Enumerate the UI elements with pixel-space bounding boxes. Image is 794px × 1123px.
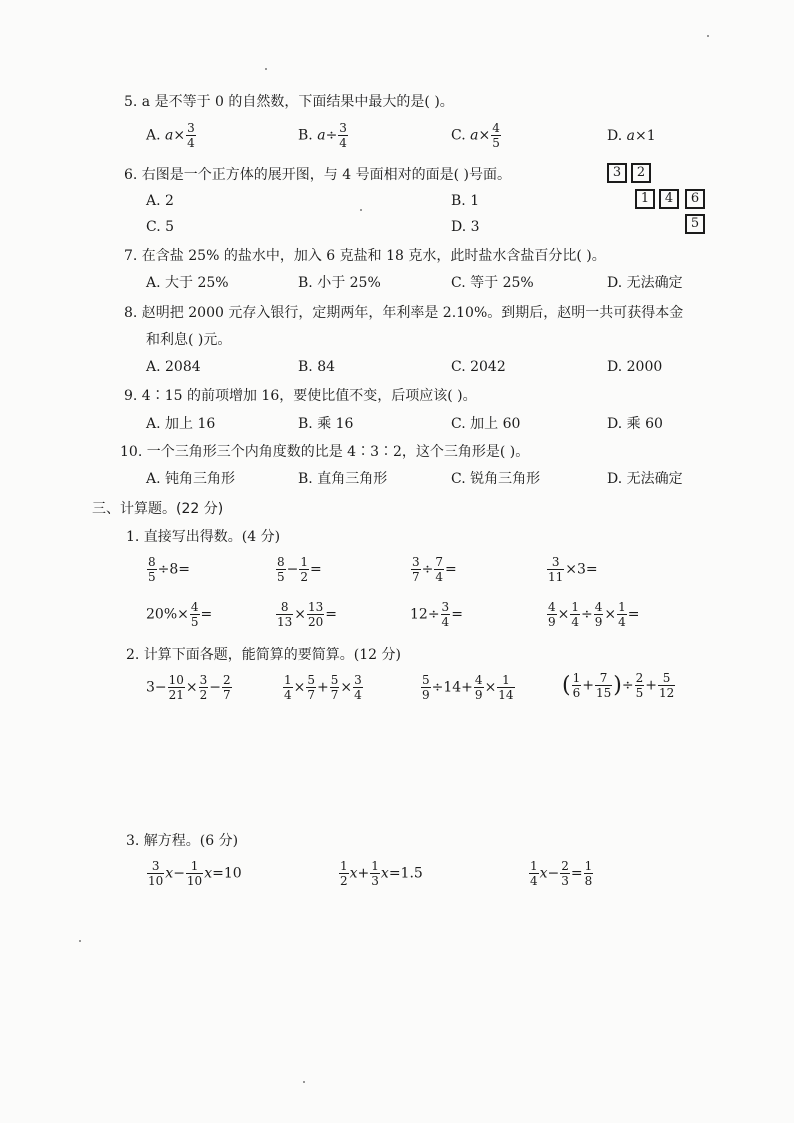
question-8-stem-line1: 8. 赵明把 2000 元存入银行，定期两年，年利率是 2.10%。到期后，赵明一共可获得本金 bbox=[124, 305, 684, 321]
question-5-stem: 5. a 是不等于 0 的自然数，下面结果中最大的是( )。 bbox=[124, 94, 454, 110]
q6-option-b: B. 1 bbox=[451, 193, 480, 209]
q10-option-c: C. 锐角三角形 bbox=[451, 471, 541, 487]
q7-option-d: D. 无法确定 bbox=[607, 275, 683, 291]
oral-calc-6: $\frac{8}{13}$ × $\frac{13}{20}$ = bbox=[277, 600, 338, 629]
q9-option-d: D. 乘 60 bbox=[607, 416, 663, 432]
fraction: $\frac{3}{4}$ bbox=[339, 121, 347, 150]
scan-speck bbox=[265, 68, 267, 70]
question-9-stem: 9. 4∶15 的前项增加 16，要使比值不变，后项应该( )。 bbox=[124, 388, 477, 404]
q6-option-a: A. 2 bbox=[146, 193, 174, 209]
q5-option-b: B. a÷ $\frac{3}{4}$ bbox=[298, 121, 347, 150]
part-1-title: 1. 直接写出得数。(4 分) bbox=[126, 529, 281, 545]
calc-expression-4: ( $\frac{1}{6}$ + $\frac{7}{15}$ )÷ $\frac{2}{5}$ + $\frac{5}{12}$ bbox=[562, 671, 675, 700]
fraction: $\frac{4}{5}$ bbox=[492, 121, 500, 150]
oral-calc-1: $\frac{8}{5}$ ÷8= bbox=[148, 555, 191, 584]
equation-2: $\frac{1}{2}$ x+ $\frac{1}{3}$ x=1.5 bbox=[340, 859, 423, 888]
scan-speck bbox=[360, 209, 362, 211]
question-6-stem: 6. 右图是一个正方体的展开图，与 4 号面相对的面是( )号面。 bbox=[124, 167, 511, 183]
fraction: $\frac{3}{4}$ bbox=[187, 121, 195, 150]
question-8-stem-line2: 和利息( )元。 bbox=[146, 332, 232, 348]
scan-speck bbox=[79, 940, 81, 942]
q6-option-c: C. 5 bbox=[146, 219, 175, 235]
calc-expression-2: $\frac{1}{4}$ × $\frac{5}{7}$ + $\frac{5}{7}$ × $\frac{3}{4}$ bbox=[284, 673, 362, 702]
net-cell: 5 bbox=[685, 214, 705, 234]
equation-3: $\frac{1}{4}$ x− $\frac{2}{3}$ = $\frac{1}{8}$ bbox=[530, 859, 593, 888]
net-cell: 4 bbox=[659, 189, 679, 209]
calc-expression-1: 3− $\frac{10}{21}$ × $\frac{3}{2}$ − $\frac{2}{7}$ bbox=[146, 673, 231, 702]
q5-option-a: A. a× $\frac{3}{4}$ bbox=[146, 121, 195, 150]
q8-option-d: D. 2000 bbox=[607, 359, 663, 375]
part-3-title: 3. 解方程。(6 分) bbox=[126, 833, 239, 849]
q5-option-c: C. a× $\frac{4}{5}$ bbox=[451, 121, 500, 150]
equation-1: $\frac{3}{10}$ x− $\frac{1}{10}$ x=10 bbox=[148, 859, 242, 888]
scan-speck bbox=[303, 1081, 305, 1083]
q10-option-d: D. 无法确定 bbox=[607, 471, 683, 487]
q8-option-a: A. 2084 bbox=[146, 359, 201, 375]
q6-option-d: D. 3 bbox=[451, 219, 480, 235]
net-cell: 1 bbox=[635, 189, 655, 209]
net-cell: 6 bbox=[685, 189, 705, 209]
oral-calc-4: $\frac{3}{11}$ ×3= bbox=[548, 555, 598, 584]
q10-option-a: A. 钝角三角形 bbox=[146, 471, 236, 487]
q9-option-a: A. 加上 16 bbox=[146, 416, 216, 432]
calc-expression-3: $\frac{5}{9}$ ÷14+ $\frac{4}{9}$ × $\frac{1}{14}$ bbox=[422, 673, 514, 702]
q10-option-b: B. 直角三角形 bbox=[298, 471, 388, 487]
q8-option-b: B. 84 bbox=[298, 359, 336, 375]
q7-option-a: A. 大于 25% bbox=[146, 275, 229, 291]
q7-option-b: B. 小于 25% bbox=[298, 275, 381, 291]
oral-calc-7: 12÷ $\frac{3}{4}$ = bbox=[410, 600, 463, 629]
oral-calc-2: $\frac{8}{5}$ − $\frac{1}{2}$ = bbox=[277, 555, 322, 584]
oral-calc-5: 20%× $\frac{4}{5}$ = bbox=[146, 600, 213, 629]
q5-option-d: D. a×1 bbox=[607, 128, 656, 144]
q8-option-c: C. 2042 bbox=[451, 359, 506, 375]
cube-net-figure bbox=[607, 163, 711, 239]
net-cell: 2 bbox=[631, 163, 651, 183]
section-3-title: 三、计算题。(22 分) bbox=[92, 501, 224, 517]
part-2-title: 2. 计算下面各题，能简算的要简算。(12 分) bbox=[126, 647, 401, 663]
q9-option-c: C. 加上 60 bbox=[451, 416, 521, 432]
q7-option-c: C. 等于 25% bbox=[451, 275, 534, 291]
scan-speck bbox=[707, 35, 709, 37]
q9-option-b: B. 乘 16 bbox=[298, 416, 354, 432]
oral-calc-3: $\frac{3}{7}$ ÷ $\frac{7}{4}$ = bbox=[412, 555, 457, 584]
question-7-stem: 7. 在含盐 25% 的盐水中，加入 6 克盐和 18 克水，此时盐水含盐百分比( )。 bbox=[124, 248, 606, 264]
oral-calc-8: $\frac{4}{9}$ × $\frac{1}{4}$ ÷ $\frac{4}{9}$ × $\frac{1}{4}$ = bbox=[548, 600, 640, 629]
net-cell: 3 bbox=[607, 163, 627, 183]
question-10-stem: 10. 一个三角形三个内角度数的比是 4∶3∶2，这个三角形是( )。 bbox=[120, 444, 530, 460]
